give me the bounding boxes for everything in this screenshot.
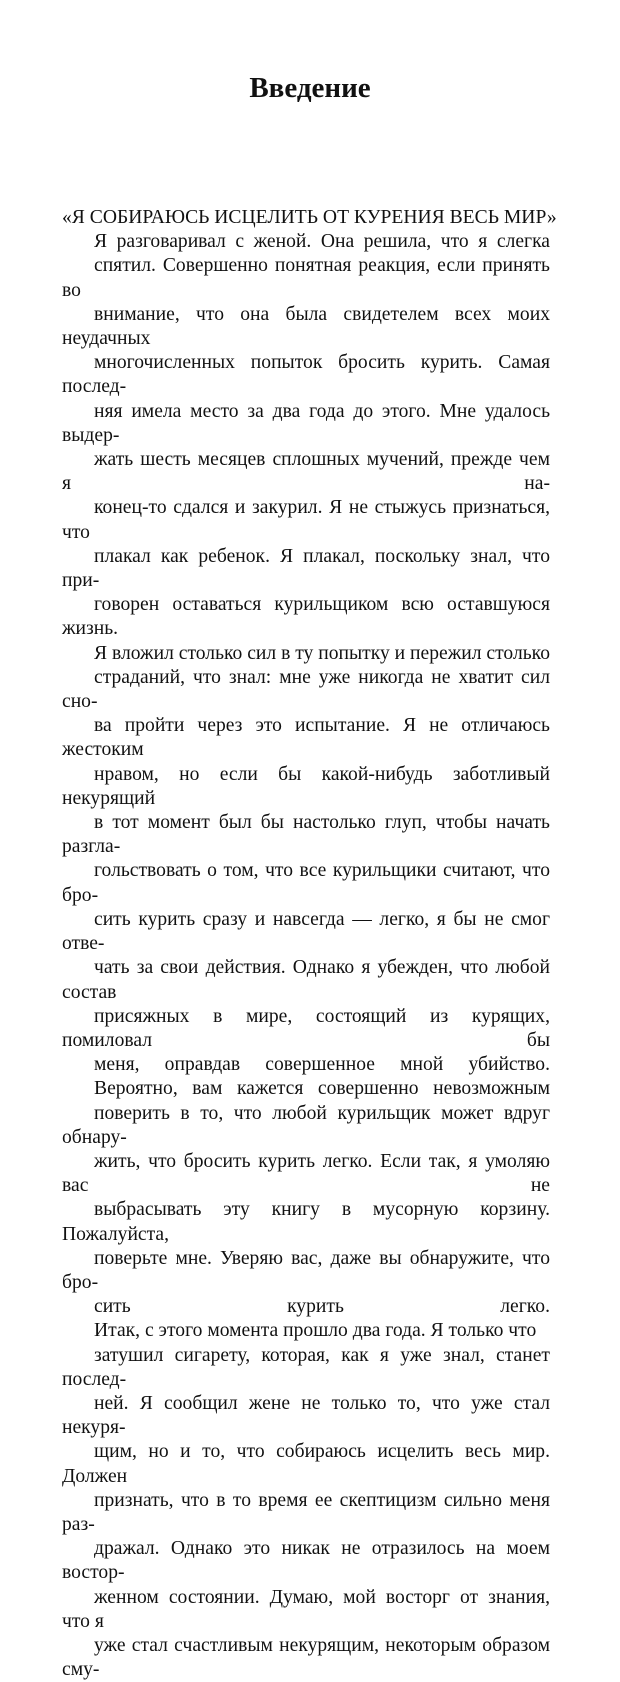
- body-text: [62, 206, 557, 1682]
- text-line: меня, оправдав совершенное мной убийство.: [94, 1054, 550, 1076]
- text-line: признать, что в то время ее скептицизм сильно меня раз-: [62, 1489, 550, 1535]
- text-line: поверить в то, что любой курильщик может вдруг обнару-: [62, 1102, 550, 1148]
- text-line: Вероятно, вам кажется совершенно невозможным: [94, 1078, 550, 1100]
- text-line: Итак, с этого момента прошло два года. Я только что: [94, 1320, 537, 1342]
- text-line: ней. Я сообщил жене не только то, что уже стал некуря-: [62, 1392, 550, 1439]
- text-line: няя имела место за два года до этого. Мне удалось выдер-: [62, 400, 550, 446]
- text-line: внимание, что она была свидетелем всех моих неудачных: [62, 303, 550, 350]
- text-line: Я вложил столько сил в ту попытку и пережил столько: [94, 642, 550, 664]
- chapter-title: Введение: [249, 72, 371, 104]
- text-line: говорен оставаться курильщиком всю оставшуюся жизнь.: [62, 594, 550, 640]
- text-line: чать за свои действия. Однако я убежден, что любой состав: [62, 957, 550, 1003]
- text-line: дражал. Однако это никак не отразилось на моем востор-: [62, 1538, 550, 1584]
- text-line: спятил. Совершенно понятная реакция, если принять во: [62, 255, 550, 301]
- text-line: женном состоянии. Думаю, мой восторг от знания, что я: [62, 1586, 550, 1632]
- text-line: уже стал счастливым некурящим, некоторым образом сму-: [62, 1634, 550, 1681]
- paragraph-1: [62, 230, 550, 1077]
- paragraph-2: [62, 1077, 550, 1319]
- text-line: жить, что бросить курить легко. Если так, я умоляю вас не: [62, 1150, 550, 1197]
- text-line: сить курить сразу и навсегда — легко, я бы не смог отве-: [62, 908, 550, 955]
- text-line: плакал как ребенок. Я плакал, поскольку знал, что при-: [62, 545, 550, 592]
- text-line: ва пройти через это испытание. Я не отличаюсь жестоким: [62, 715, 550, 761]
- text-line: сить курить легко.: [94, 1296, 550, 1318]
- text-line: присяжных в мире, состоящий из курящих, помиловал бы: [62, 1005, 550, 1051]
- text-line: щим, но и то, что собираюсь исцелить весь мир. Должен: [62, 1441, 550, 1487]
- text-line: поверьте мне. Уверяю вас, даже вы обнаружите, что бро-: [62, 1247, 550, 1293]
- text-line: конец-то сдался и закурил. Я не стыжусь признаться, что: [62, 497, 550, 543]
- section-heading: «Я СОБИРАЮСЬ ИСЦЕЛИТЬ ОТ КУРЕНИЯ ВЕСЬ МИР»: [62, 207, 557, 228]
- text-line: гольствовать о том, что все курильщики считают, что бро-: [62, 860, 550, 906]
- text-line: выбрасывать эту книгу в мусорную корзину. Пожалуйста,: [62, 1199, 550, 1245]
- text-line: в тот момент был бы настолько глуп, чтобы начать разгла-: [62, 812, 550, 858]
- text-line: Я разговаривал с женой. Она решила, что я слегка: [94, 231, 550, 253]
- paragraph-3: [62, 1319, 550, 1682]
- text-line: затушил сигарету, которая, как я уже знал, станет послед-: [62, 1344, 550, 1390]
- text-line: нравом, но если бы какой-нибудь заботливый некурящий: [62, 763, 550, 809]
- text-line: страданий, что знал: мне уже никогда не хватит сил сно-: [62, 666, 550, 713]
- text-line: жать шесть месяцев сплошных мучений, прежде чем я на-: [62, 449, 550, 495]
- text-line: многочисленных попыток бросить курить. Самая послед-: [62, 352, 550, 398]
